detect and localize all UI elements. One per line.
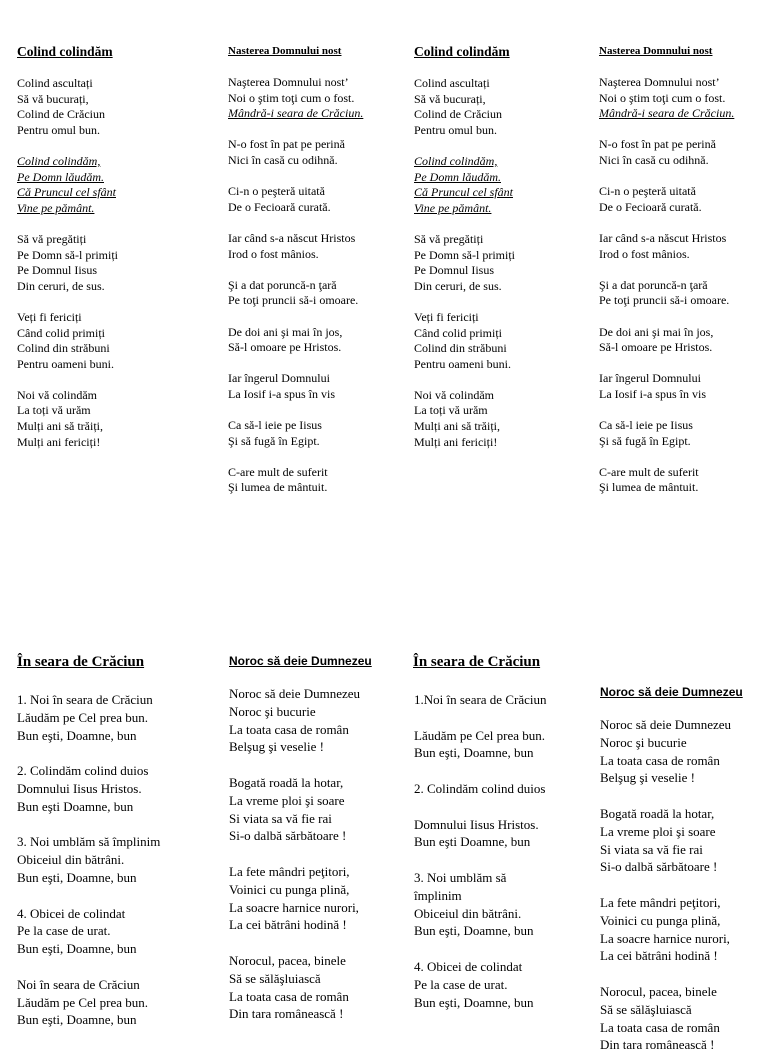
poem-line: Mulți ani fericiți! bbox=[17, 434, 101, 449]
poem-line: Si viata sa vă fie rai bbox=[600, 841, 703, 857]
poem-line: C-are mult de suferit bbox=[228, 464, 328, 479]
title-nasterea-domnului-1: Nasterea Domnului nost bbox=[228, 45, 342, 57]
title-noroc-1: Noroc să deie Dumnezeu bbox=[229, 654, 372, 668]
poem-line bbox=[599, 122, 734, 138]
poem-line: Belşug şi veselie ! bbox=[600, 770, 695, 786]
poem-line: Mândră-i seara de Crăciun. bbox=[599, 106, 735, 121]
poem-line: Norocul, pacea, binele bbox=[600, 983, 717, 999]
poem-line: La toata casa de român bbox=[229, 988, 349, 1004]
poem-line bbox=[414, 216, 515, 232]
poem-line: Pentru oameni buni. bbox=[414, 356, 511, 371]
title-seara-de-craciun-1: În seara de Crăciun bbox=[17, 654, 145, 670]
poem-line: De o Fecioară curată. bbox=[228, 199, 331, 214]
poem-line: Iar îngerul Domnului bbox=[599, 371, 701, 386]
poem-line: La Iosif i-a spus în vis bbox=[228, 386, 335, 401]
poem-line: Bun eşti, Doamne, bun bbox=[414, 923, 534, 939]
poem-line: Noroc şi bucurie bbox=[229, 703, 316, 719]
poem-line: Colind ascultați bbox=[414, 76, 490, 90]
poem-line bbox=[414, 851, 546, 869]
poem-line: Colind de Crăciun bbox=[414, 107, 502, 122]
poem-line bbox=[229, 934, 360, 952]
poem-line bbox=[414, 138, 515, 154]
title-colind-colindam-2: Colind colindăm bbox=[414, 44, 510, 59]
poem-line: Pe Domnul Iisus bbox=[414, 263, 495, 278]
poem-line bbox=[17, 216, 118, 232]
poem-line: Iar când s-a născut Hristos bbox=[228, 230, 356, 245]
poem-line: La toata casa de român bbox=[600, 752, 720, 768]
poem-line bbox=[228, 356, 363, 372]
poem-line bbox=[228, 169, 363, 185]
poem-line bbox=[17, 744, 160, 762]
poem-line: Noroc să deie Dumnezeu bbox=[229, 686, 361, 701]
poem-line: Veți fi fericiți bbox=[17, 309, 82, 324]
poem-line: Pentru omul bun. bbox=[17, 122, 100, 137]
poem-line: Voinici cu punga plină, bbox=[600, 912, 721, 928]
poem-line: Să se sălăşluiască bbox=[229, 970, 321, 986]
poem-line: Să-l omoare pe Hristos. bbox=[228, 340, 342, 355]
poem-line: De doi ani şi mai în jos, bbox=[599, 324, 714, 339]
poem-line: N-o fost în pat pe perină bbox=[228, 137, 345, 152]
poem-line bbox=[414, 762, 546, 780]
poem-line: Noi vă colindăm bbox=[17, 387, 97, 402]
poem-line bbox=[17, 294, 118, 310]
poem-line: Obiceiul din bătrâni. bbox=[17, 852, 125, 868]
poem-line: Să se sălăşluiască bbox=[600, 1001, 692, 1017]
poem-line bbox=[599, 169, 734, 185]
poem-line: 1. Noi în seara de Crăciun bbox=[17, 692, 153, 707]
poem-line: Bun eşti, Doamne, bun bbox=[17, 941, 137, 957]
poem-line: Să-l omoare pe Hristos. bbox=[599, 340, 713, 355]
poem-line: Si viata sa vă fie rai bbox=[229, 810, 332, 826]
poem-line: Pentru omul bun. bbox=[414, 122, 497, 137]
poem-line bbox=[229, 756, 360, 774]
poem-line bbox=[228, 449, 363, 465]
poem-line: Mândră-i seara de Crăciun. bbox=[228, 106, 364, 121]
poem-line bbox=[228, 215, 363, 231]
poem-line: Să vă bucurați, bbox=[17, 91, 89, 106]
poem-line: Că Pruncul cel sfânt bbox=[414, 185, 513, 200]
poem-seara-de-craciun-2 bbox=[414, 691, 546, 1011]
poem-line: Nici în casă cu odihnă. bbox=[228, 152, 338, 167]
poem-line: Pe Domn să-l primiți bbox=[414, 247, 515, 262]
poem-line bbox=[414, 372, 515, 388]
poem-line: Vine pe pământ. bbox=[414, 200, 492, 215]
poem-line: Bun eşti Doamne, bun bbox=[17, 798, 134, 814]
poem-nasterea-domnului-1 bbox=[228, 75, 363, 496]
poem-line: La vreme ploi şi soare bbox=[229, 792, 345, 808]
poem-line: 4. Obicei de colindat bbox=[414, 958, 523, 974]
poem-line: Noroc şi bucurie bbox=[600, 734, 687, 750]
poem-line: Bun eşti, Doamne, bun bbox=[17, 869, 137, 885]
poem-line: La toata casa de român bbox=[600, 1019, 720, 1035]
poem-line: La cei bătrâni hodină ! bbox=[229, 917, 347, 933]
poem-line: La toata casa de român bbox=[229, 721, 349, 737]
poem-line: Belşug şi veselie ! bbox=[229, 739, 324, 755]
poem-line: Naşterea Domnului nost’ bbox=[599, 75, 720, 89]
poem-line bbox=[228, 262, 363, 278]
poem-line: De o Fecioară curată. bbox=[599, 199, 702, 214]
poem-line: Ci-n o peşteră uitată bbox=[228, 184, 325, 199]
poem-line: 2. Colindăm colind duios bbox=[17, 763, 149, 779]
poem-line: Lăudăm pe Cel prea bun. bbox=[17, 994, 149, 1010]
poem-line: N-o fost în pat pe perină bbox=[599, 137, 716, 152]
poem-line: 3. Noi umblăm să împlinim bbox=[17, 834, 161, 850]
poem-line bbox=[414, 798, 546, 816]
poem-line: La toți vă urăm bbox=[17, 403, 91, 418]
poem-line: Irod o fost mânios. bbox=[228, 246, 319, 261]
poem-line: Din ceruri, de sus. bbox=[17, 278, 105, 293]
poem-line bbox=[17, 816, 160, 834]
poem-line: Când colid primiți bbox=[414, 325, 502, 340]
poem-line: Pe Domnul Iisus bbox=[17, 263, 98, 278]
poem-line: Si-o dalbă sărbătoare ! bbox=[600, 859, 718, 875]
poem-line: Ca să-l ieie pe Iisus bbox=[228, 418, 322, 433]
poem-line bbox=[414, 294, 515, 310]
poem-line bbox=[228, 402, 363, 418]
poem-line: Bogată roadă la hotar, bbox=[600, 805, 715, 821]
poem-line: Colind colindăm, bbox=[414, 153, 498, 168]
poem-line bbox=[599, 449, 734, 465]
poem-line: Bun eşti, Doamne, bun bbox=[17, 727, 137, 743]
poem-line bbox=[599, 402, 734, 418]
poem-line: La soacre harnice nurori, bbox=[229, 899, 359, 915]
poem-line: Să vă bucurați, bbox=[414, 91, 486, 106]
poem-line: Din tara românească ! bbox=[229, 1006, 344, 1022]
poem-line: Mulți ani să trăiți, bbox=[17, 419, 103, 434]
poem-line: Bun eşti, Doamne, bun bbox=[414, 994, 534, 1010]
title-noroc-2: Noroc să deie Dumnezeu bbox=[600, 685, 743, 699]
poem-line: Nici în casă cu odihnă. bbox=[599, 152, 709, 167]
poem-line: Că Pruncul cel sfânt bbox=[17, 185, 116, 200]
poem-line: Colind ascultați bbox=[17, 76, 93, 90]
poem-line: Şi a dat poruncă-n ţară bbox=[228, 277, 337, 292]
poem-line: Bun eşti, Doamne, bun bbox=[17, 1012, 137, 1028]
poem-line: Să vă pregătiți bbox=[17, 231, 87, 246]
poem-line: C-are mult de suferit bbox=[599, 464, 699, 479]
poem-line bbox=[17, 372, 118, 388]
poem-line: Noi o ştim toţi cum o fost. bbox=[228, 90, 355, 105]
poem-line: Iar îngerul Domnului bbox=[228, 371, 330, 386]
poem-line: Veți fi fericiți bbox=[414, 309, 479, 324]
poem-line: Mulți ani fericiți! bbox=[414, 434, 498, 449]
poem-line bbox=[17, 138, 118, 154]
poem-line: Când colid primiți bbox=[17, 325, 105, 340]
poem-line bbox=[17, 887, 160, 905]
poem-line bbox=[599, 262, 734, 278]
poem-line: La vreme ploi şi soare bbox=[600, 823, 716, 839]
poem-line bbox=[228, 122, 363, 138]
poem-line: Noi vă colindăm bbox=[414, 387, 494, 402]
poem-line bbox=[229, 845, 360, 863]
poem-line bbox=[600, 965, 731, 983]
poem-line bbox=[599, 356, 734, 372]
poem-line bbox=[599, 215, 734, 231]
poem-line: Noroc să deie Dumnezeu bbox=[600, 717, 732, 732]
title-nasterea-domnului-2: Nasterea Domnului nost bbox=[599, 45, 713, 57]
poem-line: Şi să fugă în Egipt. bbox=[599, 433, 691, 448]
poem-line: Şi lumea de mântuit. bbox=[599, 480, 699, 495]
poem-line: Şi să fugă în Egipt. bbox=[228, 433, 320, 448]
poem-line bbox=[600, 787, 731, 805]
poem-line bbox=[600, 876, 731, 894]
poem-colind-colindam-1 bbox=[17, 76, 118, 450]
poem-line: Lăudăm pe Cel prea bun. bbox=[17, 709, 149, 725]
poem-line: Bogată roadă la hotar, bbox=[229, 774, 344, 790]
poem-line: Bun eşti, Doamne, bun bbox=[414, 745, 534, 761]
poem-line: Pe Domn lăudăm. bbox=[414, 169, 501, 184]
poem-line: Din ceruri, de sus. bbox=[414, 278, 502, 293]
poem-line bbox=[599, 309, 734, 325]
poem-line bbox=[17, 958, 160, 976]
poem-line: La fete mândri peţitori, bbox=[229, 863, 350, 879]
poem-line: Bun eşti Doamne, bun bbox=[414, 834, 531, 850]
title-colind-colindam-1: Colind colindăm bbox=[17, 44, 113, 59]
poem-line: Ca să-l ieie pe Iisus bbox=[599, 418, 693, 433]
poem-line: La fete mândri peţitori, bbox=[600, 894, 721, 910]
title-seara-de-craciun-2: În seara de Crăciun bbox=[413, 654, 541, 670]
poem-line: Să vă pregătiți bbox=[414, 231, 484, 246]
poem-line: Din tara românească ! bbox=[600, 1037, 715, 1053]
poem-line: Noi în seara de Crăciun bbox=[17, 976, 140, 992]
poem-line: Pe la case de urat. bbox=[17, 923, 111, 939]
poem-nasterea-domnului-2 bbox=[599, 75, 734, 496]
poem-line: Şi lumea de mântuit. bbox=[228, 480, 328, 495]
poem-line bbox=[414, 709, 546, 727]
poem-noroc-1 bbox=[229, 685, 360, 1023]
poem-line: 3. Noi umblăm să bbox=[414, 869, 507, 885]
poem-line: Colind din străbuni bbox=[17, 341, 110, 356]
poem-line: Pe la case de urat. bbox=[414, 976, 508, 992]
poem-colind-colindam-2 bbox=[414, 76, 515, 450]
poem-line: împlinim bbox=[414, 887, 462, 903]
poem-line bbox=[414, 940, 546, 958]
poem-line: 2. Colindăm colind duios bbox=[414, 780, 546, 796]
poem-line: Pe Domn să-l primiți bbox=[17, 247, 118, 262]
poem-line: Colind de Crăciun bbox=[17, 107, 105, 122]
poem-line: Iar când s-a născut Hristos bbox=[599, 230, 727, 245]
poem-line: La toți vă urăm bbox=[414, 403, 488, 418]
poem-line: Obiceiul din bătrâni. bbox=[414, 905, 522, 921]
poem-line: Noi o ştim toţi cum o fost. bbox=[599, 90, 726, 105]
poem-line: Voinici cu punga plină, bbox=[229, 881, 350, 897]
poem-line: Ci-n o peşteră uitată bbox=[599, 184, 696, 199]
poem-line: La soacre harnice nurori, bbox=[600, 930, 730, 946]
poem-line: Naşterea Domnului nost’ bbox=[228, 75, 349, 89]
poem-line: Colind din străbuni bbox=[414, 341, 507, 356]
poem-line: Domnului Iisus Hristos. bbox=[17, 780, 142, 796]
poem-line: Pe toţi pruncii să-i omoare. bbox=[228, 293, 359, 308]
poem-line: La cei bătrâni hodină ! bbox=[600, 948, 718, 964]
poem-line: Pe Domn lăudăm. bbox=[17, 169, 104, 184]
poem-line: Si-o dalbă sărbătoare ! bbox=[229, 828, 347, 844]
poem-line: Pentru oameni buni. bbox=[17, 356, 114, 371]
poem-line: Domnului Iisus Hristos. bbox=[414, 816, 539, 832]
poem-line: La Iosif i-a spus în vis bbox=[599, 386, 706, 401]
poem-line: Şi a dat poruncă-n ţară bbox=[599, 277, 708, 292]
poem-line: 1.Noi în seara de Crăciun bbox=[414, 692, 547, 707]
poem-line: Colind colindăm, bbox=[17, 153, 101, 168]
poem-line: Pe toţi pruncii să-i omoare. bbox=[599, 293, 730, 308]
poem-line: Mulți ani să trăiți, bbox=[414, 419, 500, 434]
poem-noroc-2 bbox=[600, 716, 731, 1054]
poem-line: 4. Obicei de colindat bbox=[17, 905, 126, 921]
poem-line: Norocul, pacea, binele bbox=[229, 952, 346, 968]
poem-seara-de-craciun-1 bbox=[17, 691, 160, 1029]
poem-line: De doi ani şi mai în jos, bbox=[228, 324, 343, 339]
poem-line: Irod o fost mânios. bbox=[599, 246, 690, 261]
poem-line: Lăudăm pe Cel prea bun. bbox=[414, 727, 546, 743]
poem-line bbox=[228, 309, 363, 325]
poem-line: Vine pe pământ. bbox=[17, 200, 95, 215]
